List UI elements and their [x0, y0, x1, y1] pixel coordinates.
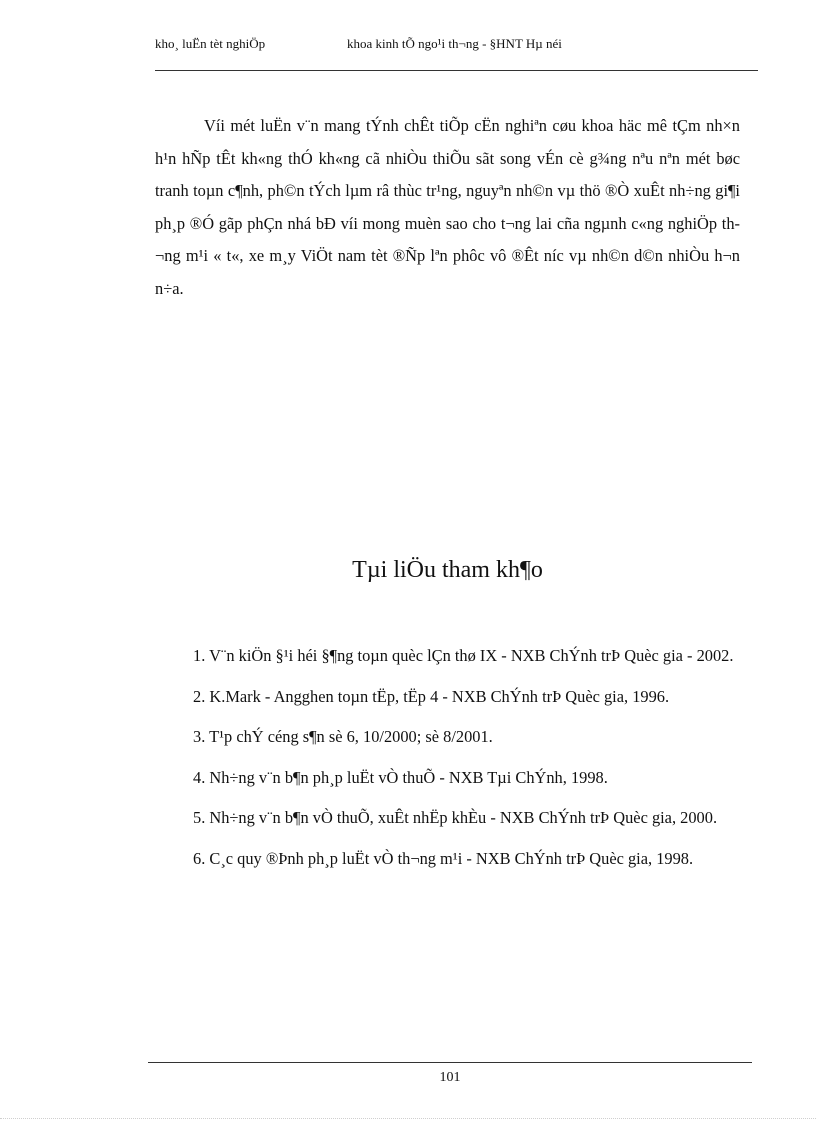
page-header [155, 36, 758, 56]
reference-item-5: 5. Nh÷ng v¨n b¶n vÒ thuÕ, xuÊt nhËp khÈu - NXB ChÝnh trÞ Quèc gia, 2000. [193, 808, 718, 827]
reference-item-2: 2. K.Mark - Angghen toµn tËp, tËp 4 - NXB ChÝnh trÞ Quèc gia, 1996. [193, 686, 670, 706]
reference-item-3: 3. T¹p chÝ céng s¶n sè 6, 10/2000; sè 8/2001. [193, 727, 493, 746]
footer-divider [148, 1062, 752, 1063]
page-number: 101 [439, 1070, 461, 1085]
references-list [155, 641, 740, 884]
header-thesis-label: kho¸ luËn tèt nghiÖp [155, 36, 266, 51]
references-title: Tµi liÖu tham kh¶o [352, 557, 543, 583]
header-divider [155, 70, 758, 71]
conclusion-paragraph: Víi mét luËn v¨n mang tÝnh chÊt tiÕp cËn nghiªn cøu khoa häc mê tÇm nh×n h¹n hÑp tÊt kh«ng thÓ kh«ng cã nhiÒu thiÕu sãt song vÉn cè g¾ng nªu nªn mét bøc tranh toµn c¶nh, ph©n tÝch lµm râ thùc tr¹ng, nguyªn nh©n vµ thö ®Ò xuÊt nh÷ng gi¶i ph¸p ®Ó gãp phÇn nhá bÐ víi mong muèn sao cho t¬ng lai cña ngµnh c«ng nghiÖp th¬ng m¹i « t«, xe m¸y ViÖt nam tèt ®Ñp lªn phôc vô ®Êt níc vµ nh©n d©n nhiÒu h¬n n÷a. [155, 116, 740, 298]
page-edge-divider [0, 1118, 816, 1119]
header-faculty-label: khoa kinh tÕ ngo¹i th¬ng - §HNT Hµ néi [347, 36, 562, 51]
reference-item-4: 4. Nh÷ng v¨n b¶n ph¸p luËt vÒ thuÕ - NXB Tµi ChÝnh, 1998. [193, 767, 608, 787]
reference-item-1: 1. V¨n kiÖn §¹i héi §¶ng toµn quèc lÇn thø IX - NXB ChÝnh trÞ Quèc gia - 2002. [193, 646, 734, 665]
reference-item-6: 6. C¸c quy ®Þnh ph¸p luËt vÒ th¬ng m¹i - NXB ChÝnh trÞ Quèc gia, 1998. [193, 848, 694, 868]
